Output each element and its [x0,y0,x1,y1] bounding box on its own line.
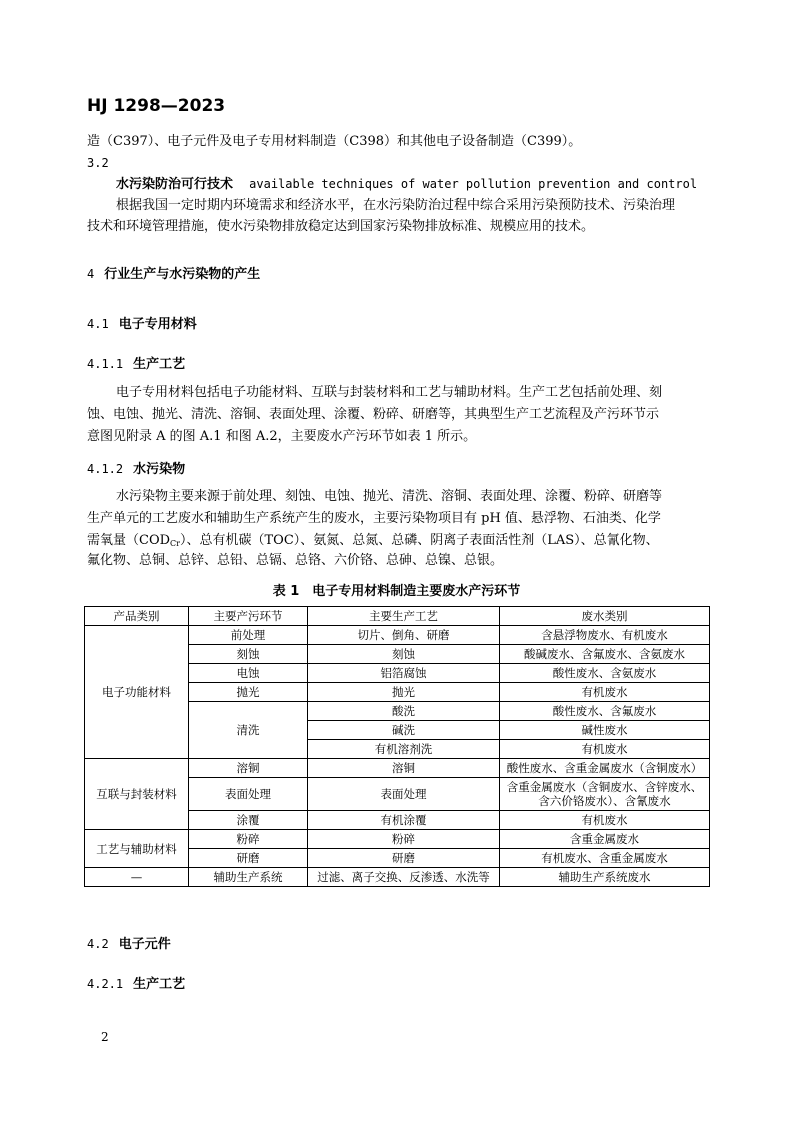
section-number: 4.1.2 [87,462,124,476]
category-cell: 电子功能材料 [85,626,189,759]
process-cell: 有机涂覆 [308,811,500,830]
continuation-line: 造（C397）、电子元件及电子专用材料制造（C398）和其他电子设备制造（C399）。 [87,134,582,149]
paragraph-4-1-2-line-1: 水污染物主要来源于前处理、刻蚀、电蚀、抛光、清洗、溶铜、表面处理、涂覆、粉碎、研磨等 [116,489,663,504]
process-cell: 抛光 [308,683,500,702]
table-row [85,759,710,778]
stage-cell: 抛光 [189,683,308,702]
section-4-1-heading [87,313,197,332]
category-cell: 工艺与辅助材料 [85,830,189,868]
table-row [85,868,710,887]
stage-cell: 前处理 [189,626,308,645]
process-cell: 刻蚀 [308,645,500,664]
section-4-2-heading [87,933,171,952]
term-chinese: 水污染防治可行技术 [116,177,234,192]
section-title: 行业生产与水污染物的产生 [104,267,261,282]
process-cell: 粉碎 [308,830,500,849]
section-4-2-1-heading [87,973,185,992]
wastewater-line-1: 含重金属废水（含铜废水、含锌废水、 [506,780,703,794]
section-number: 4.2.1 [87,977,124,991]
process-cell: 研磨 [308,849,500,868]
wastewater-cell: 酸碱废水、含氟废水、含氨废水 [500,645,710,664]
definition-line-2: 技术和环境管理措施，使水污染物排放稳定达到国家污染物排放标准、规模应用的技术。 [87,219,595,234]
stage-cell: 粉碎 [189,830,308,849]
paragraph-4-1-1-line-1: 电子专用材料包括电子功能材料、互联与封装材料和工艺与辅助材料。生产工艺包括前处理、刻 [116,385,663,400]
table-caption: 表 1 电子专用材料制造主要废水产污环节 [272,584,521,599]
wastewater-cell: 有机废水 [500,683,710,702]
section-4-heading [87,263,260,282]
section-number: 4 [87,267,95,281]
paragraph-4-1-2-line-2: 生产单元的工艺废水和辅助生产系统产生的废水，主要污染物项目有 pH 值、悬浮物、石油类、化学 [87,511,661,526]
section-number: 4.2 [87,937,109,951]
stage-cell: 清洗 [189,702,308,759]
wastewater-cell: 辅助生产系统废水 [500,868,710,887]
process-cell: 酸洗 [308,702,500,721]
category-cell: 互联与封装材料 [85,759,189,830]
paragraph-4-1-2-line-3 [87,533,659,551]
wastewater-cell: 碱性废水 [500,721,710,740]
paragraph-4-1-1-line-2: 蚀、电蚀、抛光、清洗、溶铜、表面处理、涂覆、粉碎、研磨等，其典型生产工艺流程及产污环节示 [87,407,660,422]
line-3-part-b: ）、总有机碳（TOC）、氨氮、总氮、总磷、阴离子表面活性剂（LAS）、总氰化物、 [179,533,659,548]
paragraph-4-1-2-line-4: 氟化物、总铜、总锌、总铅、总镉、总铬、六价铬、总砷、总镍、总银。 [87,553,504,568]
wastewater-line-2: 含六价铬废水）、含氰废水 [538,794,671,808]
stage-cell: 涂覆 [189,811,308,830]
process-cell: 过滤、离子交换、反渗透、水洗等 [308,868,500,887]
wastewater-source-table [84,606,710,887]
process-cell: 碱洗 [308,721,500,740]
stage-cell: 辅助生产系统 [189,868,308,887]
stage-cell: 研磨 [189,849,308,868]
section-title: 电子专用材料 [118,317,197,332]
document-id: HJ 1298—2023 [87,96,226,116]
section-title: 水污染物 [133,462,186,477]
section-3-2-number: 3.2 [87,156,109,170]
process-cell: 表面处理 [308,778,500,811]
process-cell: 有机溶剂洗 [308,740,500,759]
wastewater-cell: 含悬浮物废水、有机废水 [500,626,710,645]
wastewater-cell: 含重金属废水 [500,830,710,849]
section-title: 电子元件 [118,937,171,952]
header-pollution-stage: 主要产污环节 [189,607,308,626]
stage-cell: 表面处理 [189,778,308,811]
stage-cell: 电蚀 [189,664,308,683]
term-definition-title [116,177,697,192]
section-4-1-1-heading [87,353,185,372]
wastewater-cell: 酸性废水、含重金属废水（含铜废水） [500,759,710,778]
section-title: 生产工艺 [133,357,186,372]
wastewater-cell: 有机废水 [500,811,710,830]
wastewater-cell: 酸性废水、含氨废水 [500,664,710,683]
wastewater-cell: 有机废水、含重金属废水 [500,849,710,868]
process-cell: 切片、倒角、研磨 [308,626,500,645]
stage-cell: 溶铜 [189,759,308,778]
header-product-category: 产品类别 [85,607,189,626]
wastewater-cell: 有机废水 [500,740,710,759]
process-cell: 铝箔腐蚀 [308,664,500,683]
category-cell: — [85,868,189,887]
definition-line-1: 根据我国一定时期内环境需求和经济水平，在水污染防治过程中综合采用污染预防技术、污染治理 [116,198,676,213]
table-header-row [85,607,710,626]
header-main-process: 主要生产工艺 [308,607,500,626]
wastewater-cell [500,778,710,811]
table-row [85,626,710,645]
section-number: 4.1.1 [87,357,124,371]
section-title: 生产工艺 [133,977,186,992]
section-number: 4.1 [87,317,109,331]
page-number: 2 [101,1030,109,1044]
header-wastewater-type: 废水类别 [500,607,710,626]
table-row [85,830,710,849]
section-4-1-2-heading [87,458,185,477]
paragraph-4-1-1-line-3: 意图见附录 A 的图 A.1 和图 A.2，主要废水产污环节如表 1 所示。 [87,429,477,444]
line-3-part-a: 需氧量（COD [87,533,171,548]
stage-cell: 刻蚀 [189,645,308,664]
process-cell: 溶铜 [308,759,500,778]
term-english: available techniques of water pollution prevention and control [249,177,698,191]
cod-subscript: Cr [170,539,180,548]
wastewater-cell: 酸性废水、含氟废水 [500,702,710,721]
